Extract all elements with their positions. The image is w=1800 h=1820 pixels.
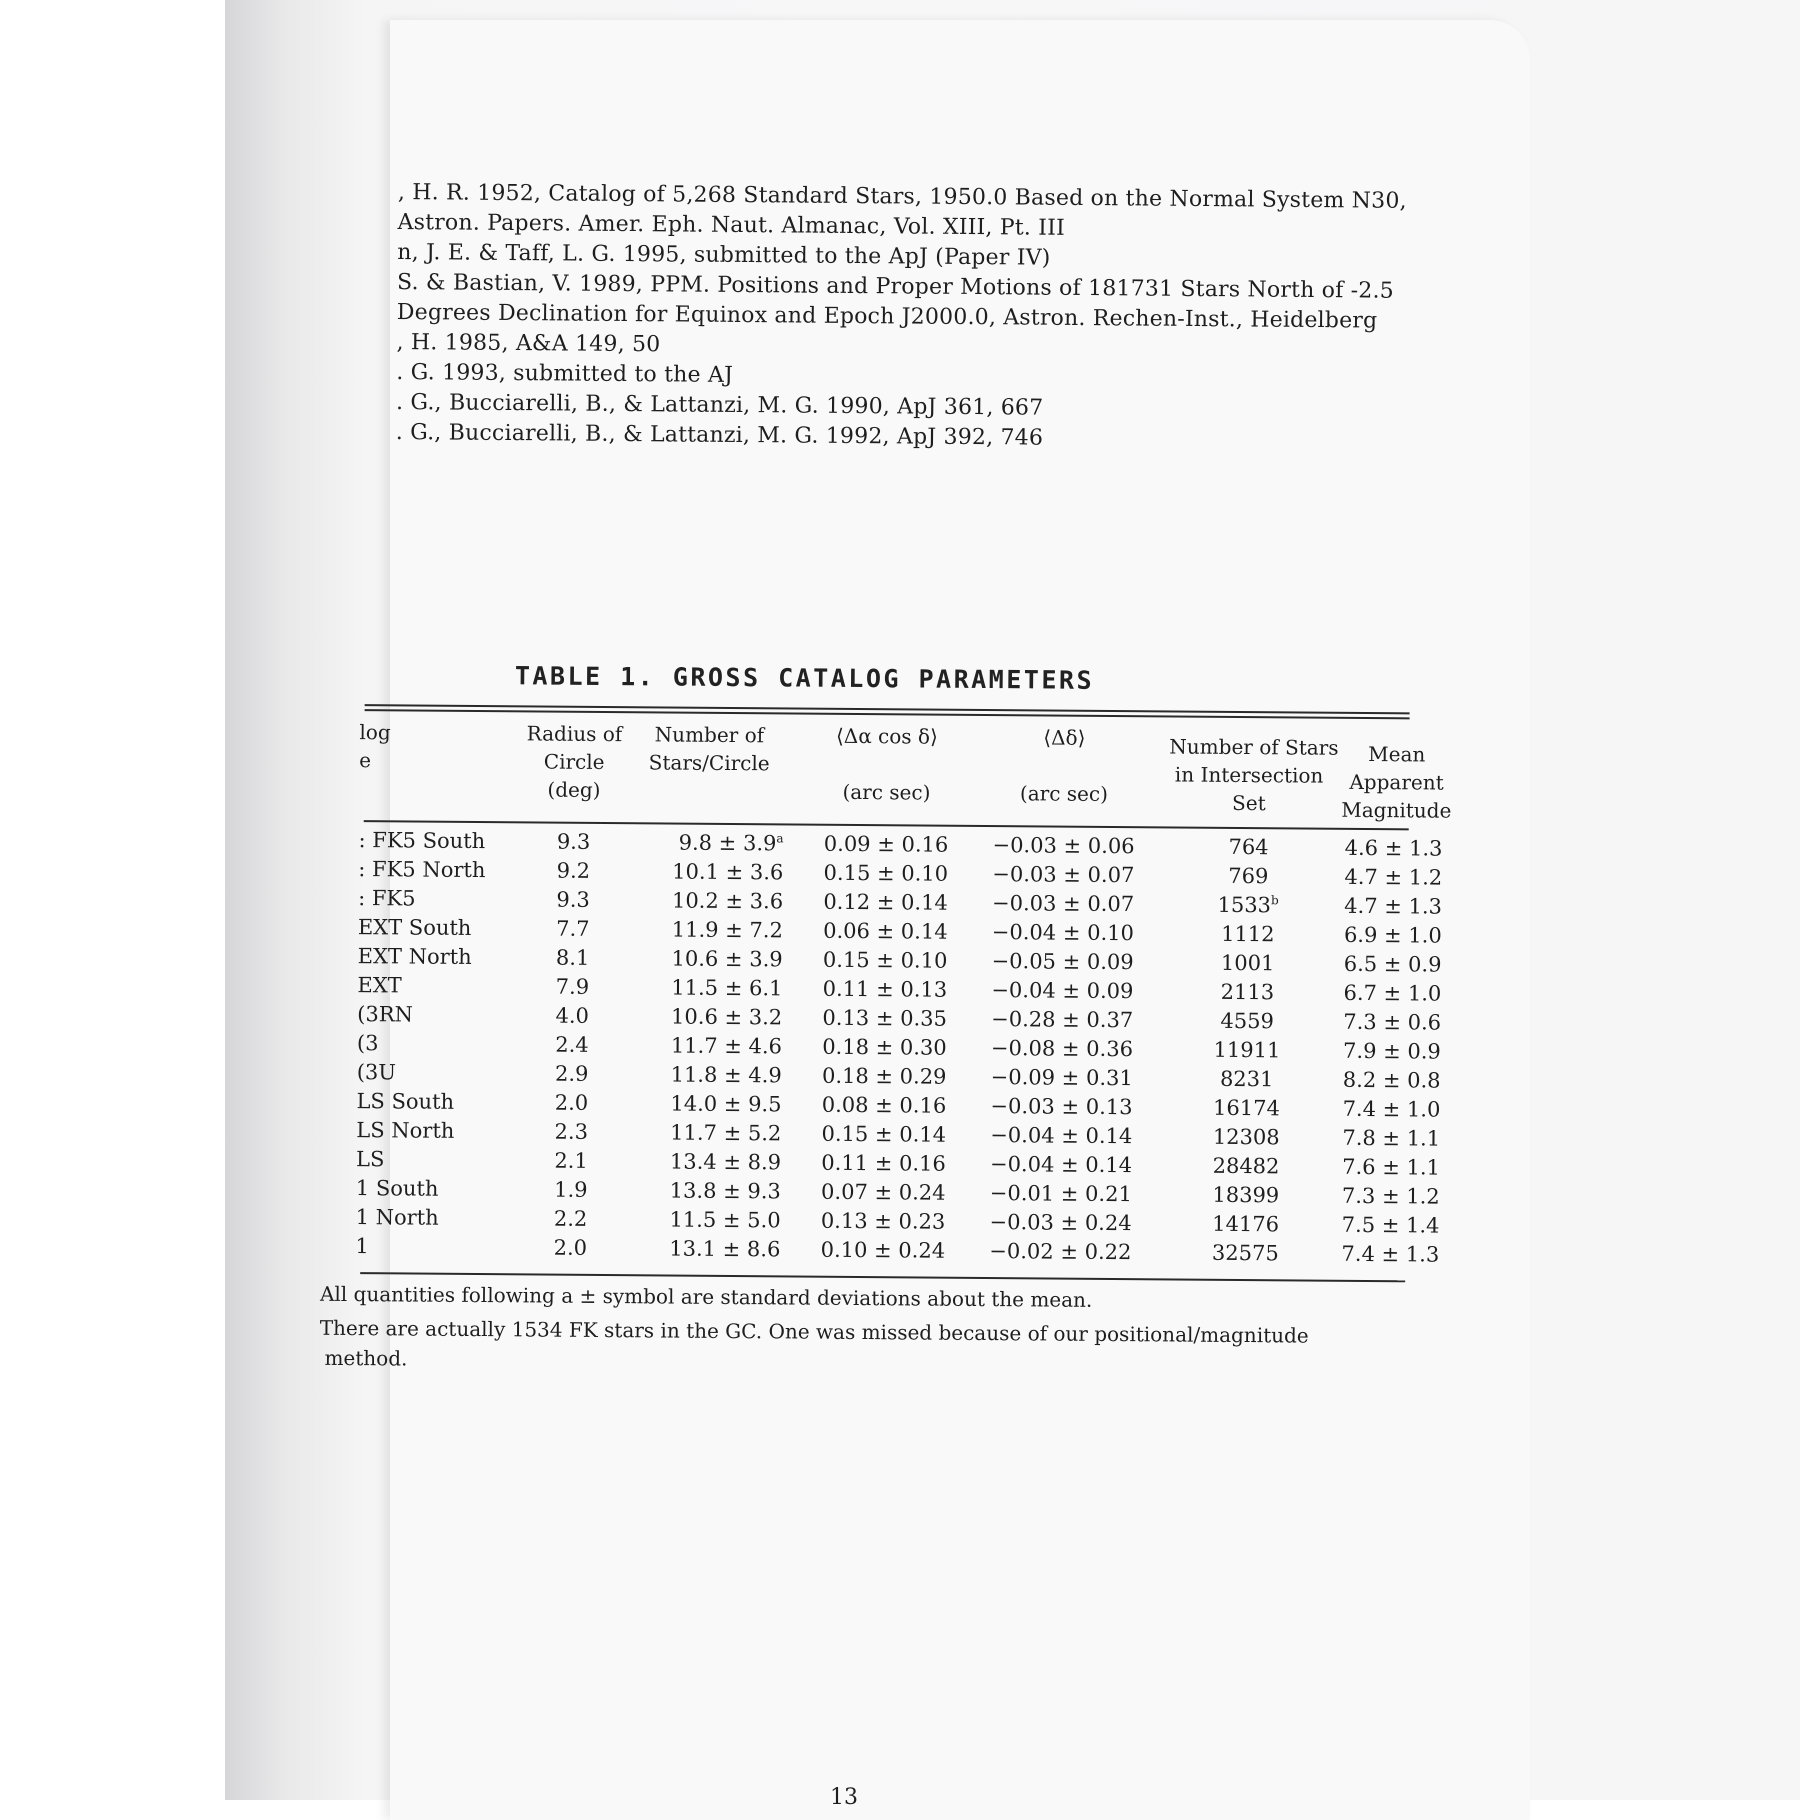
reference-list xyxy=(395,178,1407,457)
footnote-b-continued: method. xyxy=(324,1345,408,1371)
table-row: (3RN 4.0 10.6 ± 3.2 0.13 ± 0.35 −0.28 ± 0.37 4559 7.3 ± 0.6 xyxy=(357,1002,1442,1035)
reference-line: , H. R. 1952, Catalog of 5,268 Standard Stars, 1950.0 Based on the Normal System N30, xyxy=(397,179,1407,214)
table-row: : FK5 South 9.3 9.8 ± 3.9$^a$ 0.09 ± 0.16 −0.03 ± 0.06 764 4.6 ± 1.3 xyxy=(358,828,1443,861)
table-row: (3 2.4 11.7 ± 4.6 0.18 ± 0.30 −0.08 ± 0.36 11911 7.9 ± 0.9 xyxy=(356,1031,1441,1064)
reference-line: n, J. E. & Taff, L. G. 1995, submitted to the ApJ (Paper IV) xyxy=(397,239,1051,271)
footnote-b: There are actually 1534 FK stars in the GC. One was missed because of our positional/magnitude xyxy=(319,1315,1309,1348)
table-row: : FK5 North 9.2 10.1 ± 3.6 0.15 ± 0.10 −0.03 ± 0.07 769 4.7 ± 1.2 xyxy=(358,857,1443,890)
table-row: (3U 2.9 11.8 ± 4.9 0.18 ± 0.29 −0.09 ± 0.31 8231 8.2 ± 0.8 xyxy=(356,1060,1441,1093)
table-row: EXT 7.9 11.5 ± 6.1 0.11 ± 0.13 −0.04 ± 0.09 2113 6.7 ± 1.0 xyxy=(357,973,1442,1006)
reference-line: Astron. Papers. Amer. Eph. Naut. Almanac, Vol. XIII, Pt. III xyxy=(397,209,1066,241)
footnote-a: All quantities following a ± symbol are standard deviations about the mean. xyxy=(319,1281,1093,1312)
header-radius: Radius of Circle (deg) xyxy=(526,721,623,802)
header-magnitude: Mean Apparent Magnitude xyxy=(1341,742,1452,823)
header-number: Number of Stars/Circle xyxy=(648,722,770,776)
left-page-edge xyxy=(0,0,225,1800)
table-row: : FK5 9.3 10.2 ± 3.6 0.12 ± 0.14 −0.03 ± 0.07 1533$^b$ 4.7 ± 1.3 xyxy=(358,886,1443,919)
table-row: LS North 2.3 11.7 ± 5.2 0.15 ± 0.14 −0.04 ± 0.14 12308 7.8 ± 1.1 xyxy=(356,1118,1441,1151)
table-row: EXT South 7.7 11.9 ± 7.2 0.06 ± 0.14 −0.04 ± 0.10 1112 6.9 ± 1.0 xyxy=(357,915,1442,948)
table-row: 1 North 2.2 11.5 ± 5.0 0.13 ± 0.23 −0.03 ± 0.24 14176 7.5 ± 1.4 xyxy=(355,1205,1440,1238)
reference-line: , H. 1985, A&A 149, 50 xyxy=(396,329,661,358)
reference-line: Degrees Declination for Equinox and Epoch J2000.0, Astron. Rechen-Inst., Heidelberg xyxy=(396,299,1378,334)
reference-line: . G. 1993, submitted to the AJ xyxy=(396,359,734,388)
table-title: TABLE 1. GROSS CATALOG PARAMETERS xyxy=(514,661,1095,695)
table-row: LS South 2.0 14.0 ± 9.5 0.08 ± 0.16 −0.03 ± 0.13 16174 7.4 ± 1.0 xyxy=(356,1089,1441,1122)
header-intersection: Number of Stars in Intersection Set xyxy=(1169,734,1339,816)
table-row: 1 South 1.9 13.8 ± 9.3 0.07 ± 0.24 −0.01 ± 0.21 18399 7.3 ± 1.2 xyxy=(355,1176,1440,1209)
page-number: 13 xyxy=(830,1785,858,1810)
header-delta-delta: ⟨Δδ⟩ (arc sec) xyxy=(1019,725,1109,806)
table-row: 1 2.0 13.1 ± 8.6 0.10 ± 0.24 −0.02 ± 0.22 32575 7.4 ± 1.3 xyxy=(355,1234,1440,1267)
reference-line: S. & Bastian, V. 1989, PPM. Positions and Proper Motions of 181731 Stars North of -2.5 xyxy=(396,269,1395,304)
table-row: LS 2.1 13.4 ± 8.9 0.11 ± 0.16 −0.04 ± 0.14 28482 7.6 ± 1.1 xyxy=(355,1147,1441,1180)
table-row: EXT North 8.1 10.6 ± 3.9 0.15 ± 0.10 −0.05 ± 0.09 1001 6.5 ± 0.9 xyxy=(357,944,1442,977)
reference-line: . G., Bucciarelli, B., & Lattanzi, M. G. 1992, ApJ 392, 746 xyxy=(395,419,1044,451)
header-catalog-name: log e xyxy=(359,720,391,773)
reference-line: . G., Bucciarelli, B., & Lattanzi, M. G. 1990, ApJ 361, 667 xyxy=(395,389,1044,421)
header-delta-alpha: ⟨Δα cos δ⟩ (arc sec) xyxy=(835,723,938,805)
